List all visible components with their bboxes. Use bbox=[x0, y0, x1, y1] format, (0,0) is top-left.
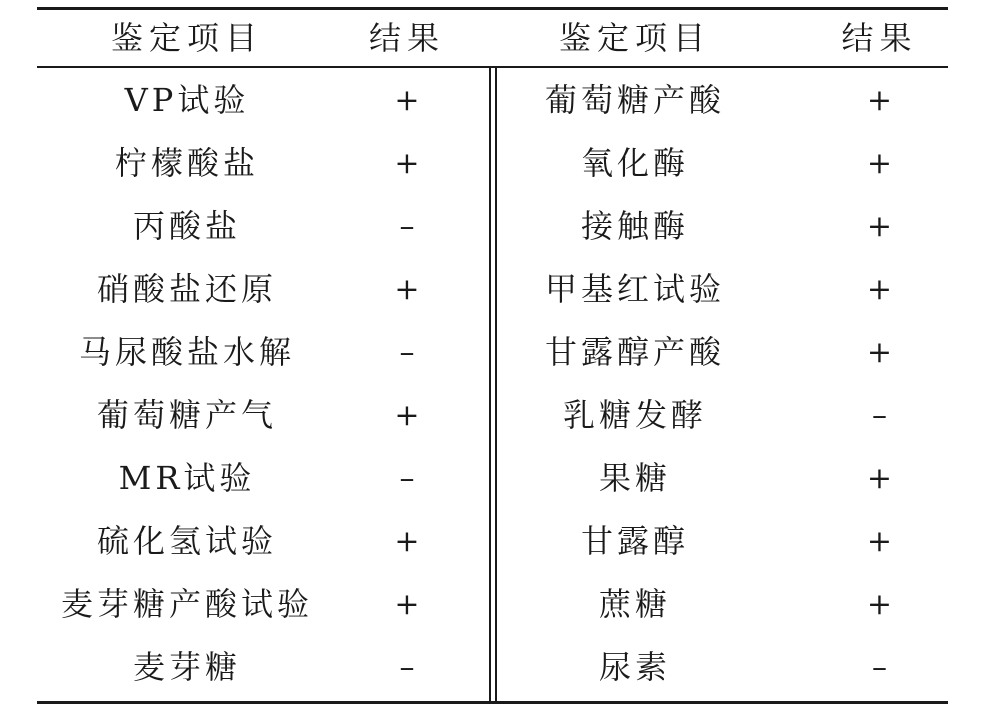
item-right: 蔗糖 bbox=[598, 585, 671, 623]
header-result-right: 结果 bbox=[841, 19, 918, 57]
result-right: + bbox=[866, 461, 893, 496]
result-right: – bbox=[872, 398, 887, 433]
result-left: + bbox=[394, 83, 420, 118]
item-right: 葡萄糖产酸 bbox=[544, 81, 725, 119]
result-left: – bbox=[399, 335, 415, 370]
result-left: + bbox=[394, 146, 420, 181]
table-row bbox=[37, 448, 948, 511]
item-left: 柠檬酸盐 bbox=[114, 144, 259, 182]
table-row bbox=[37, 511, 948, 574]
result-left: + bbox=[394, 272, 420, 307]
result-right: + bbox=[866, 209, 893, 244]
header-item-left: 鉴定项目 bbox=[110, 19, 263, 57]
result-left: – bbox=[399, 461, 415, 496]
result-left: + bbox=[394, 587, 420, 622]
result-right: + bbox=[866, 83, 893, 118]
result-right: + bbox=[866, 335, 893, 370]
item-left: 葡萄糖产气 bbox=[96, 396, 277, 434]
item-left: 丙酸盐 bbox=[132, 207, 241, 245]
item-left: 麦芽糖 bbox=[132, 648, 241, 686]
item-right: 乳糖发酵 bbox=[562, 396, 707, 434]
table-body bbox=[37, 70, 948, 700]
item-left: 麦芽糖产酸试验 bbox=[60, 585, 313, 623]
header-item-right: 鉴定项目 bbox=[558, 19, 711, 57]
table-row bbox=[37, 574, 948, 637]
table-row bbox=[37, 385, 948, 448]
item-left: 硝酸盐还原 bbox=[96, 270, 277, 308]
table-row bbox=[37, 259, 948, 322]
header-rule bbox=[37, 66, 948, 68]
item-right: 氧化酶 bbox=[580, 144, 689, 182]
result-left: – bbox=[399, 209, 415, 244]
table-header bbox=[37, 10, 948, 66]
table-row bbox=[37, 637, 948, 700]
result-left: – bbox=[399, 650, 415, 685]
item-right: 果糖 bbox=[598, 459, 671, 497]
item-right: 甘露醇 bbox=[580, 522, 689, 560]
item-right: 甲基红试验 bbox=[544, 270, 725, 308]
table-row bbox=[37, 196, 948, 259]
result-left: + bbox=[394, 524, 420, 559]
item-right: 甘露醇产酸 bbox=[544, 333, 725, 371]
result-right: + bbox=[866, 524, 893, 559]
item-left: MR试验 bbox=[118, 459, 256, 497]
item-left: VP试验 bbox=[124, 81, 250, 119]
result-right: + bbox=[866, 272, 893, 307]
bottom-rule bbox=[37, 701, 948, 704]
item-left: 硫化氢试验 bbox=[96, 522, 277, 560]
item-right: 接触酶 bbox=[580, 207, 689, 245]
result-left: + bbox=[394, 398, 420, 433]
table-row bbox=[37, 322, 948, 385]
result-right: + bbox=[866, 146, 893, 181]
item-right: 尿素 bbox=[598, 648, 671, 686]
table-row bbox=[37, 133, 948, 196]
identification-table bbox=[37, 0, 948, 719]
result-right: + bbox=[866, 587, 893, 622]
item-left: 马尿酸盐水解 bbox=[78, 333, 295, 371]
header-result-left: 结果 bbox=[368, 19, 445, 57]
result-right: – bbox=[872, 650, 887, 685]
table-row bbox=[37, 70, 948, 133]
